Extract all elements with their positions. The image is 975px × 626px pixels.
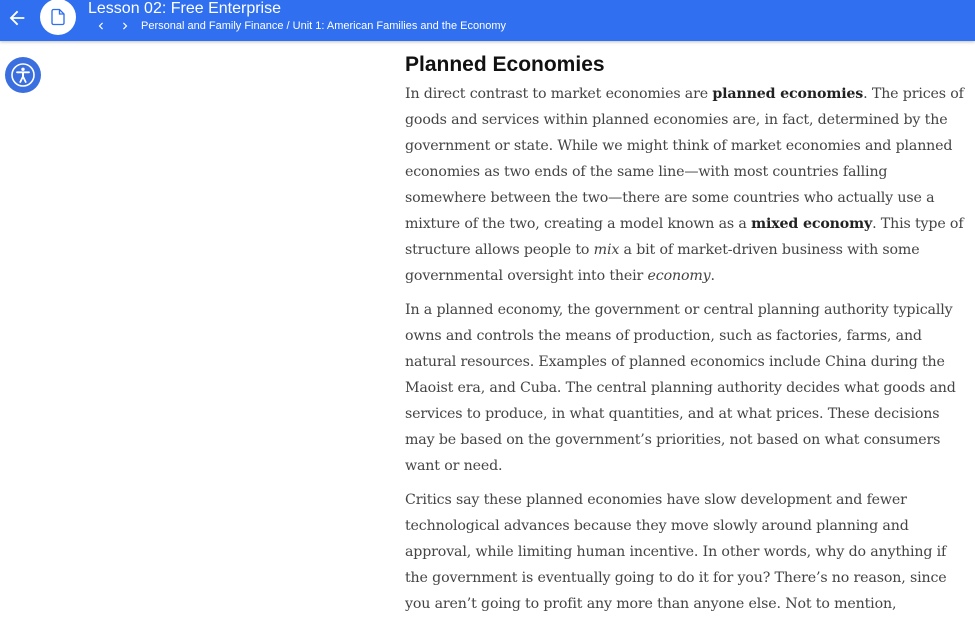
term-mixed-economy: mixed economy: [751, 216, 873, 232]
previous-page-button[interactable]: [94, 19, 108, 33]
p1-text-1: In direct contrast to market economies are: [405, 86, 713, 102]
p1-text-2: . The prices of goods and services within planned economies are, in fact, determined by the government or state. While we might think of market economies and planned economies as two ends of the same line—with most countries falling somewhere between the two—there are some countries who actually use a mixture of the two, creating a model known as a: [405, 86, 964, 232]
document-button[interactable]: [40, 0, 76, 35]
chevron-left-icon: [94, 19, 108, 33]
p1-text-3: . This type of structure allows people to: [405, 216, 964, 258]
p1-text-5: .: [710, 268, 715, 284]
document-icon: [49, 7, 67, 27]
p1-text-4: a bit of market-driven business with some governmental oversight into their: [405, 242, 920, 284]
lesson-title: Lesson 02: Free Enterprise: [88, 0, 281, 17]
paragraph-2: In a planned economy, the government or central planning authority typically owns and controls the means of production, such as factories, farms, and natural resources. Examples of planned economics include China during the Maoist era, and Cuba. The central planning authority decides what goods and services to produce, in what quantities, and at what prices. These decisions may be based on the government’s priorities, not based on what consumers want or need.: [405, 302, 956, 474]
chevron-right-icon: [118, 19, 132, 33]
top-app-bar: [0, 0, 975, 41]
next-page-button[interactable]: [118, 19, 132, 33]
arrow-left-icon: [6, 7, 28, 29]
accessibility-button[interactable]: [5, 57, 41, 93]
breadcrumb[interactable]: Personal and Family Finance / Unit 1: American Families and the Economy: [141, 20, 506, 32]
lesson-content: [405, 52, 965, 625]
term-economy: economy: [647, 268, 711, 284]
accessibility-icon: [9, 61, 37, 89]
term-planned-economies: planned economies: [712, 86, 864, 102]
back-button[interactable]: [6, 7, 28, 29]
paragraph-1: [405, 81, 965, 289]
section-heading: Planned Economies: [405, 53, 605, 76]
paragraph-3: Critics say these planned economies have slow development and fewer technological advances because they move slowly around planning and approval, while limiting human incentive. In other words, why do anything if the government is eventually going to do it for you? There’s no reason, since you aren’t going to profit any more than anyone else. Not to mention,: [405, 492, 947, 612]
term-mix: mix: [593, 242, 620, 258]
